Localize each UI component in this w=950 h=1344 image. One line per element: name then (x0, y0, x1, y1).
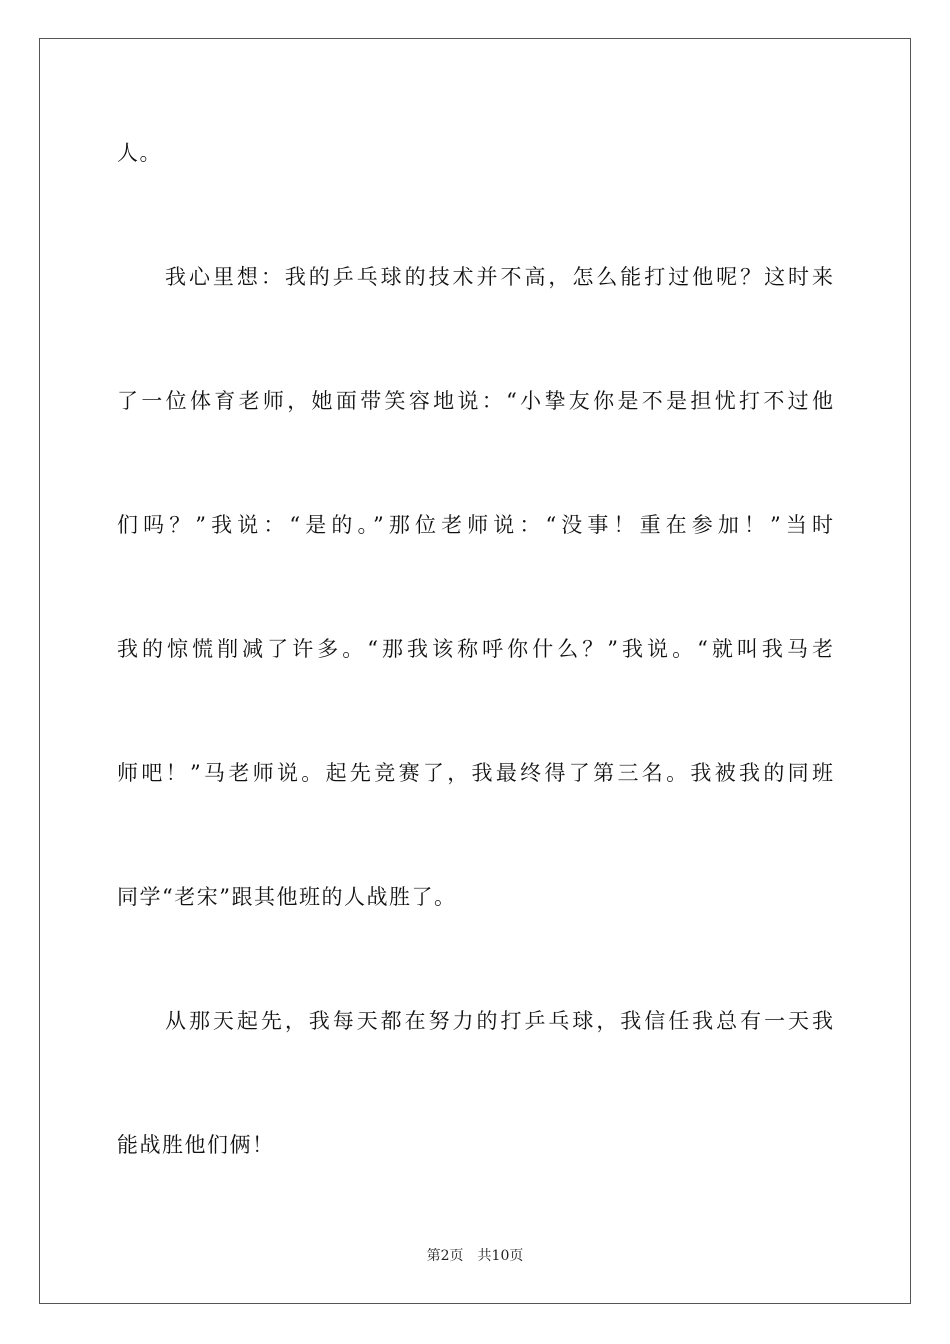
text-line-3: 了一位体育老师，她面带笑容地说：“小挚友你是不是担忧打不过他 (117, 389, 833, 413)
page-number: 第2页 (426, 1248, 464, 1264)
text-line-9: 能战胜他们俩！ (117, 1133, 275, 1157)
text-line-8: 从那天起先，我每天都在努力的打乒乓球，我信任我总有一天我 (165, 1009, 833, 1033)
text-line-1: 人。 (117, 141, 162, 165)
page-total: 共10页 (477, 1248, 524, 1264)
text-line-5: 我的惊慌削减了许多。“那我该称呼你什么？”我说。“就叫我马老 (117, 637, 833, 661)
text-line-7: 同学“老宋”跟其他班的人战胜了。 (117, 885, 457, 909)
text-line-6: 师吧！”马老师说。起先竞赛了，我最终得了第三名。我被我的同班 (117, 761, 833, 785)
page-footer (0, 1246, 950, 1266)
page-border (39, 38, 911, 1304)
text-line-2: 我心里想：我的乒乓球的技术并不高，怎么能打过他呢？这时来 (165, 265, 833, 289)
text-line-4: 们吗？”我说：“是的。”那位老师说：“没事！重在参加！”当时 (117, 513, 833, 537)
